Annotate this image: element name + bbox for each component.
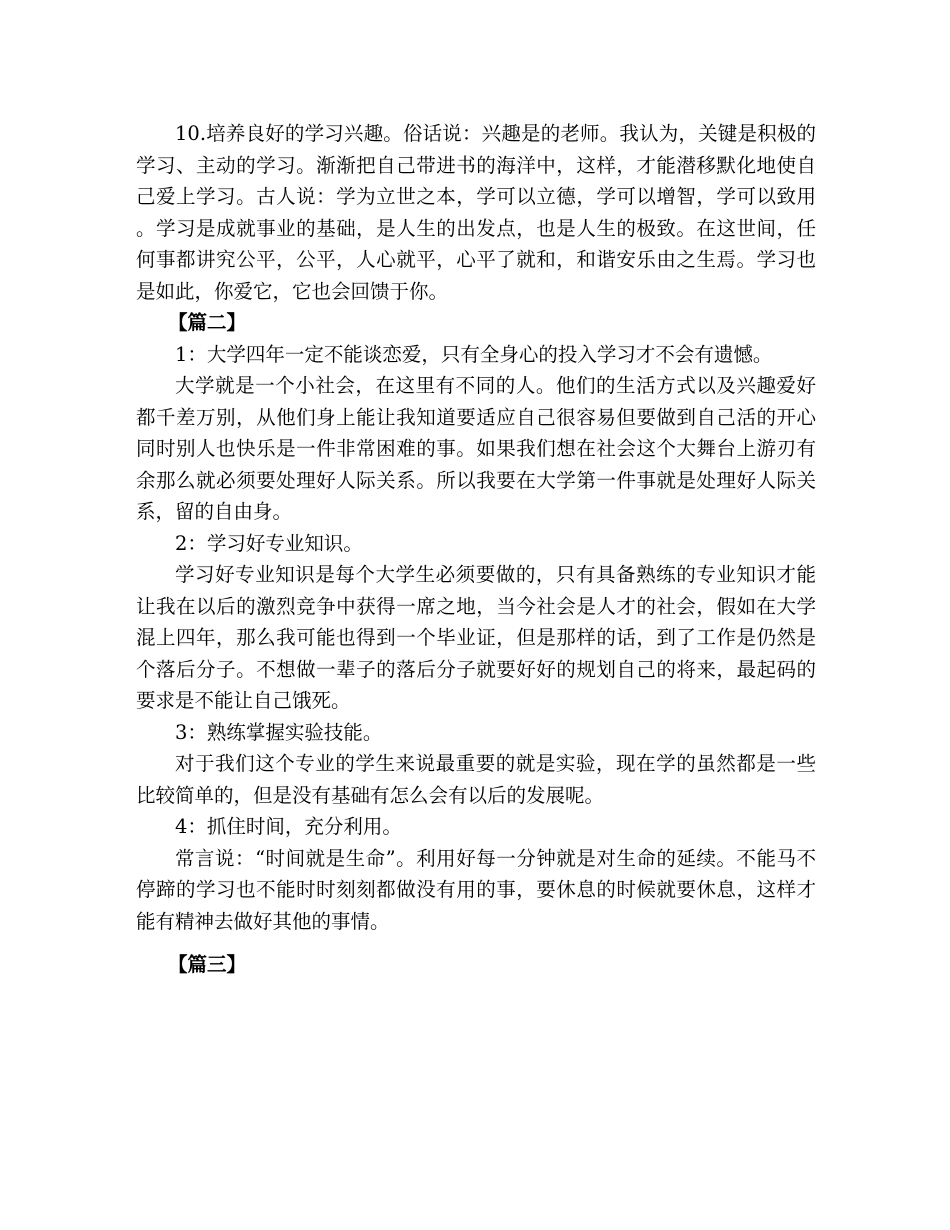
- section-heading-part-three: 【篇三】: [168, 953, 247, 976]
- paragraph-time-management: 常言说：“时间就是生命”。利用好每一分钟就是对生命的延续。不能马不停蹄的学习也不能时时刻刻都做没有用的事，要休息的时候就要休息，这样才能有精神去做好其他的事情。: [136, 846, 816, 933]
- paragraph-interest: 10.培养良好的学习兴趣。俗话说：兴趣是的老师。我认为，关键是积极的学习、主动的学习。渐渐把自己带进书的海洋中，这样，才能潜移默化地使自己爱上学习。古人说：学为立世之本，学可以立德，学可以增智，学可以致用。学习是成就事业的基础，是人生的出发点，也是人生的极致。在这世间，任何事都讲究公平，公平，人心就平，心平了就和，和谐安乐由之生焉。学习也是如此，你爱它，它也会回馈于你。: [136, 122, 816, 303]
- paragraph-lab-skills: 对于我们这个专业的学生来说最重要的就是实验，现在学的虽然都是一些比较简单的，但是没有基础有怎么会有以后的发展呢。: [136, 752, 816, 807]
- document-body: [136, 118, 816, 981]
- paragraph-professional-knowledge: 学习好专业知识是每个大学生必须要做的，只有具备熟练的专业知识才能让我在以后的激烈竞争中获得一席之地，当今社会是人才的社会，假如在大学混上四年，那么我可能也得到一个毕业证，但是那样的话，到了工作是仍然是个落后分子。不想做一辈子的落后分子就要好好的规划自己的将来，最起码的要求是不能让自己饿死。: [136, 563, 816, 712]
- paragraph-relationships: 大学就是一个小社会，在这里有不同的人。他们的生活方式以及兴趣爱好都千差万别，从他们身上能让我知道要适应自己很容易但要做到自己活的开心同时别人也快乐是一件非常困难的事。如果我们想在社会这个大舞台上游刃有余那么就必须要处理好人际关系。所以我要在大学第一件事就是处理好人际关系，留的自由身。: [136, 374, 816, 523]
- list-item-professional-knowledge: 2：学习好专业知识。: [175, 531, 363, 555]
- list-item-time-management: 4：抓住时间，充分利用。: [175, 815, 402, 838]
- list-item-lab-skills: 3：熟练掌握实验技能。: [175, 720, 383, 744]
- section-heading-part-two: 【篇二】: [168, 311, 247, 334]
- list-item-no-dating: 1：大学四年一定不能谈恋爱，只有全身心的投入学习才不会有遗憾。: [175, 342, 773, 366]
